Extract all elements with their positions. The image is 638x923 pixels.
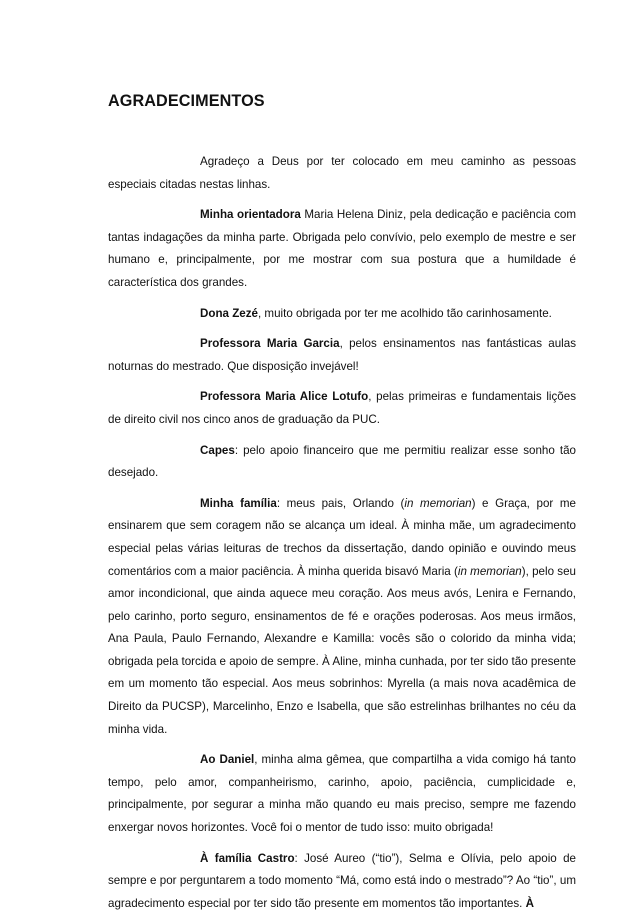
highlighted-name: À família Castro <box>200 851 295 865</box>
paragraph-text: , minha alma gêmea, que compartilha a vida comigo há tanto tempo, pelo amor, companheirismo, carinho, apoio, paciência, cumplicidade e, principalmente, por segurar a minha mão quando eu mais preciso, sempre me fazendo enxergar novos horizontes. Você foi o mentor de tudo isso: muito obrigada! <box>108 753 577 835</box>
paragraph-text: : meus pais, Orlando ( <box>276 496 405 510</box>
paragraph-text: , pelas primeiras e fundamentais lições de direito civil nos cinco anos de graduação da PUC. <box>108 390 576 426</box>
page-title: AGRADECIMENTOS <box>108 92 265 110</box>
paragraph-text: , muito obrigada por ter me acolhido tão carinhosamente. <box>257 306 552 320</box>
paragraph-text: Agradeço a Deus por ter colocado em meu caminho as pessoas especiais citadas nestas linhas. <box>108 155 576 191</box>
acknowledgement-paragraph <box>108 386 576 431</box>
paragraph-text: ), pelo seu amor incondicional, que ainda aquece meu coração. Aos meus avós, Lenira e Fernando, pelo carinho, porto seguro, ensinamentos de fé e orações poderosas. Aos meus irmãos, Ana Paula, Paulo Fernando, Alexandre e Kamilla: vocês são o colorido da minha vida; obrigada pela torcida e apoio de sempre. À Aline, minha cunhada, por ter sido tão presente em um momento tão especial. Aos meus sobrinhos: Myrella (a mais nova acadêmica de Direito da PUCSP), Marcelinho, Enzo e Isabella, que são estrelinhas brilhantes no céu da minha vida. <box>108 564 576 736</box>
acknowledgement-paragraph <box>108 749 576 839</box>
paragraph-text: , pelos ensinamentos nas fantásticas aulas noturnas do mestrado. Que disposição invejável! <box>108 337 576 373</box>
paragraph-text: : José Aureo (“tio”), Selma e Olívia, pelo apoio de sempre e por perguntarem a todo momento “Má, como está indo o mestrado”? Ao “tio”, um agradecimento especial por ter sido tão presente em momentos tão importantes. <box>108 851 576 910</box>
paragraph-text: Maria Helena Diniz, pela dedicação e paciência com tantas indagações da minha parte. Obrigada pelo convívio, pelo exemplo de mestre e ser humano e, principalmente, por me mostrar com sua postura que a humildade é característica dos grandes. <box>108 208 576 289</box>
highlighted-name: Capes <box>200 443 235 457</box>
highlighted-name: Dona Zezé <box>200 306 258 320</box>
paragraph-text: ) e Graça, por me ensinarem que sem coragem não se alcança um ideal. À minha mãe, um agradecimento especial pelas várias leituras de trechos da dissertação, dando opinião e ouvindo meus comentários com a maior paciência. À minha querida bisavó Maria ( <box>108 496 576 578</box>
italic-text: in memorian <box>404 496 472 510</box>
paragraph-text: : pelo apoio financeiro que me permitiu realizar esse sonho tão desejado. <box>108 443 576 480</box>
acknowledgement-paragraph <box>108 303 576 326</box>
acknowledgements-body <box>108 151 576 923</box>
italic-text: in memorian <box>457 564 522 578</box>
acknowledgement-paragraph <box>108 204 576 294</box>
highlighted-name: Professora Maria Garcia <box>200 337 340 351</box>
acknowledgement-paragraph <box>108 333 576 378</box>
acknowledgement-paragraph <box>108 848 576 916</box>
acknowledgement-paragraph <box>108 440 576 485</box>
acknowledgement-paragraph <box>108 493 576 742</box>
acknowledgement-paragraph <box>108 151 576 196</box>
highlighted-name: Ao Daniel <box>200 753 255 767</box>
highlighted-name: Professora Maria Alice Lotufo <box>200 390 369 404</box>
highlighted-name: À <box>525 896 534 910</box>
highlighted-name: Minha família <box>200 496 277 510</box>
highlighted-name: Minha orientadora <box>200 208 301 222</box>
